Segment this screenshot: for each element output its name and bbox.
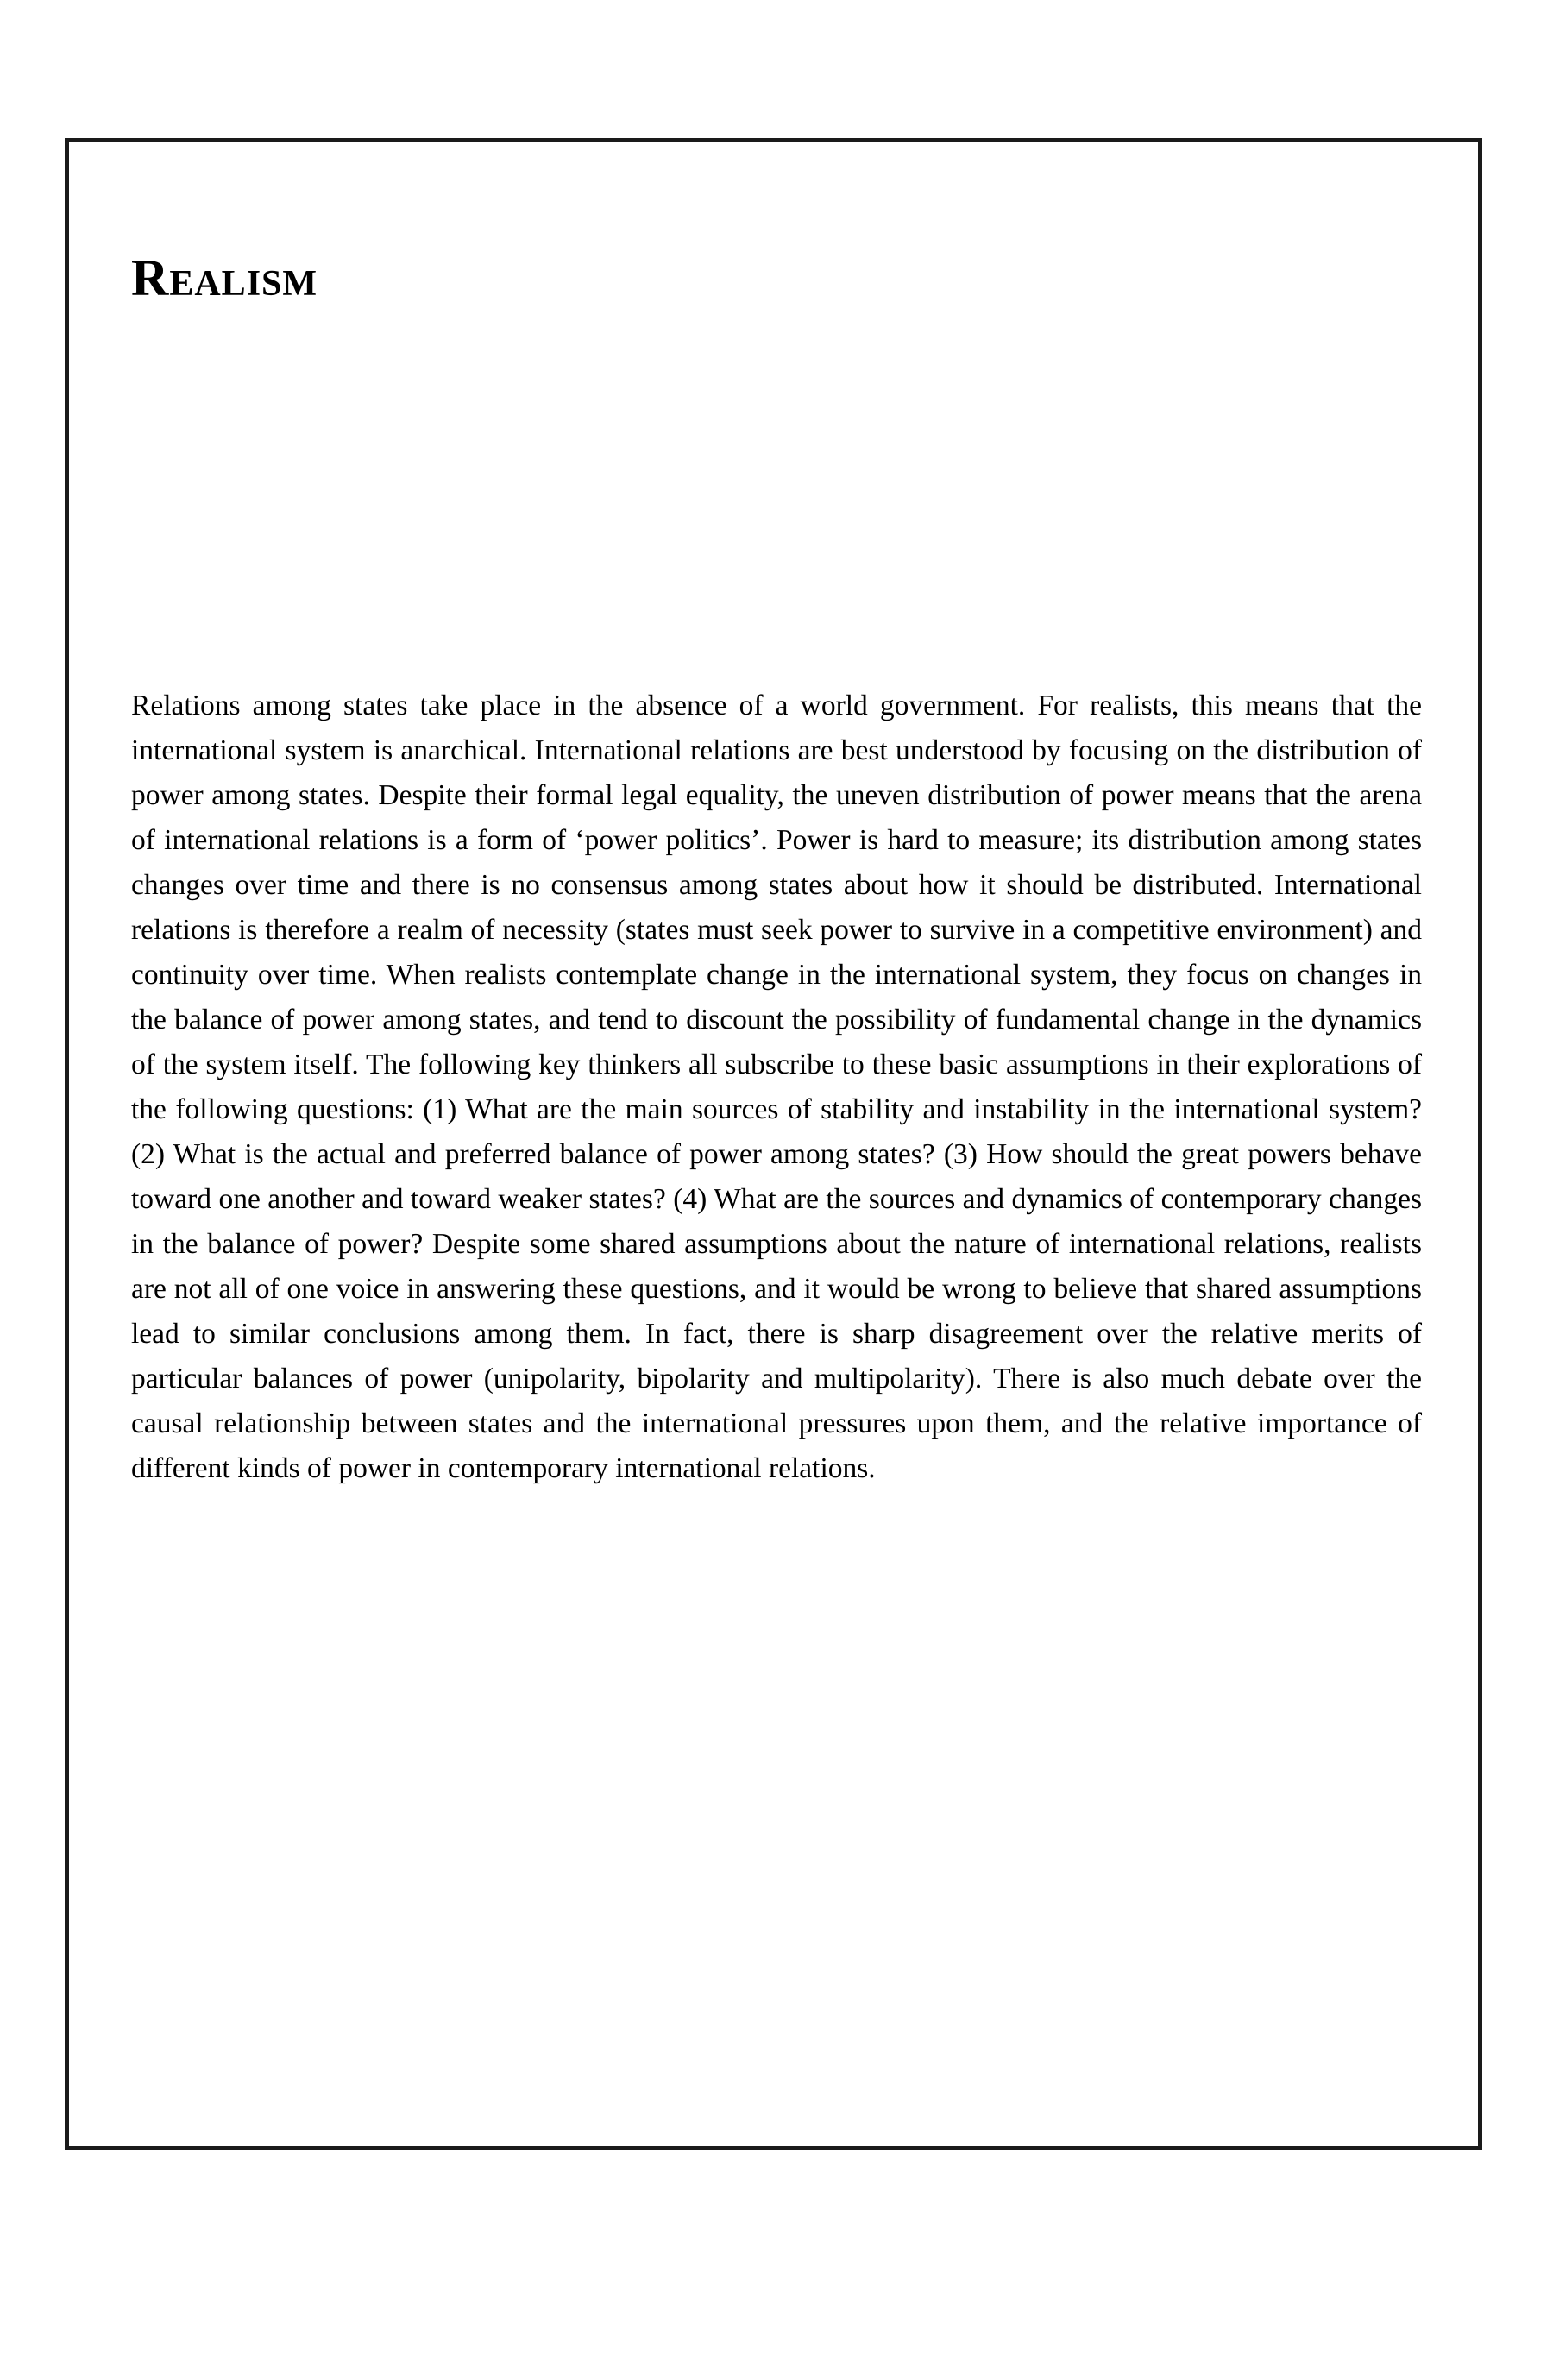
chapter-title: Realism [131, 249, 318, 306]
intro-paragraph: Relations among states take place in the absence of a world government. For realists, this means that the international system is anarchical. International relations are best understood by focusing on the distribution of power among states. Despite their formal legal equality, the uneven distribution of power means that the arena of international relations is a form of ‘power politics’. Power is hard to measure; its distribution among states changes over time and there is no consensus among states about how it should be distributed. International relations is therefore a realm of necessity (states must seek power to survive in a competitive environment) and continuity over time. When realists contemplate change in the international system, they focus on changes in the balance of power among states, and tend to discount the possibility of fundamental change in the dynamics of the system itself. The following key thinkers all subscribe to these basic assumptions in their explorations of the following questions: (1) What are the main sources of stability and instability in the international system? (2) What is the actual and preferred balance of power among states? (3) How should the great powers behave toward one another and toward weaker states? (4) What are the sources and dynamics of contemporary changes in the balance of power? Despite some shared assumptions about the nature of international relations, realists are not all of one voice in answering these questions, and it would be wrong to believe that shared assumptions lead to similar conclusions among them. In fact, there is sharp disagreement over the relative merits of particular balances of power (unipolarity, bipolarity and multipolarity). There is also much debate over the causal relationship between states and the international pressures upon them, and the relative importance of different kinds of power in contemporary international relations. [131, 689, 1422, 1484]
